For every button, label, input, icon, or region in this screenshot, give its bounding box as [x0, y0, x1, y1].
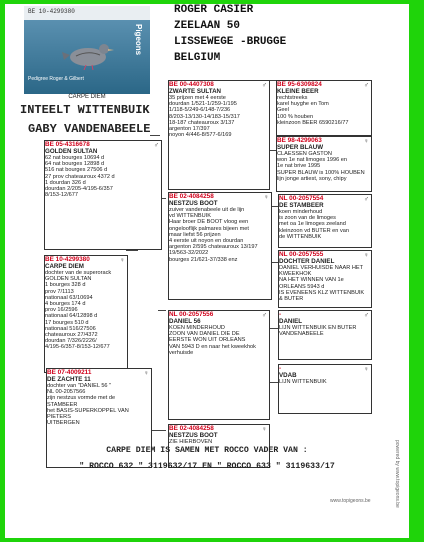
pedigree-box-sds [278, 194, 372, 248]
pigeon-name: DOCHTER DANIEL [279, 258, 335, 265]
pedigree-box-ssd [276, 136, 372, 192]
connector [270, 382, 278, 383]
ring-number: BE 02-4084258 [169, 193, 214, 200]
pigeon-info: 62 nat bourges 10694 d 64 nat bourges 12898 d 516 nat bourges 27506 d 27 prov chateauroux 4372 d 1 dourdan 326 d dourdan 2/205-4/195-6/357 8/153-12/677 [45, 155, 115, 199]
pigeon-info: 35 prijzen met 4 eerste dourdan 1/521-1/259-1/195 1/118-5/249-6/148-7/236 8/203-13/130-14/183-15/317 18-187 chateauroux 3/137 argenton 17/397 noyon 4/446-8/577-6/169 [169, 95, 240, 139]
male-icon: ♂ [363, 82, 369, 89]
ring-number: - [279, 311, 282, 318]
owner-line-3: LISSEWEGE -BRUGGE [174, 36, 287, 48]
pedigree-box-ds [168, 310, 270, 420]
ring-number: NL 00-2057554 [279, 195, 324, 202]
connector [158, 310, 166, 311]
ring-number: NL 00-2057555 [279, 251, 324, 258]
female-icon: ♀ [143, 370, 149, 377]
ring-number: BE 10-4299380 [45, 256, 90, 263]
ring-number: BE 02-4084258 [169, 425, 214, 432]
site-url: www.topigeons.be [330, 498, 371, 504]
connector [270, 328, 278, 329]
male-icon: ♂ [261, 312, 267, 319]
pigeon-info: dochter van de superorack GOLDEN SULTAN 1 bourges 328 d prov 7/1113 nationaal 63/10694 4 bourges 174 d prov 16/2596 nationaal 64/12898 d 17 bourges 510 d nationaal 516/27506 chateauroux 27/4372 dourdan 7/326/2226/ 4/195-6/357-8/153-12/677 [45, 270, 112, 351]
ring-number: BE 95-6309824 [277, 81, 322, 88]
ring-number: BE 05-4316678 [45, 141, 90, 148]
female-icon: ♀ [261, 426, 267, 433]
pigeon-info: dochter van "DANIEL 56 " NL 00-2057566 zijn nestzus vormde met de STAMBEER het BASIS-SUPERKOPPEL VAN PIETERS UITBERGEN [47, 383, 129, 427]
connector [150, 135, 160, 136]
pigeon-name: KLEINE BEER [277, 88, 319, 95]
pigeon-name: DANIEL [279, 318, 303, 325]
offspring-rings: " ROCCO 632 " 3119632/17 EN " ROCCO 633 " 3119633/17 [79, 462, 335, 471]
pedigree-box-sire [44, 140, 162, 250]
side-title-1: INTEELT WITTENBUIK [20, 103, 150, 117]
offspring-note: CARPE DIEM IS SAMEN MET ROCCO VADER VAN : [106, 446, 308, 455]
ring-number: BE 98-4299063 [277, 137, 322, 144]
pigeon-info: LIJN WITTENBUIK EN BUTER VANDENABEELE [279, 325, 357, 338]
pigeon-photo [24, 6, 150, 94]
female-icon: ♀ [363, 138, 369, 145]
pigeon-info: zuiver vandenabeele uit de lijn vd WITTENBUIK Haar broer DE BOOT vloog een ongelooflijk palmares bijeen met maar liefst 56 prijzen 4 eerste uit noyon en dourdan argenton 2/595 chateauroux 13/197 19/563-32/2022 bourges 21/621-37/338 enz [169, 207, 258, 263]
pigeon-name: SUPER BLAUW [277, 144, 324, 151]
pigeon-info: KOEN MINDERHOUD ZOON VAN DANIEL DIE DE EERSTE WON UIT ORLEANS VAN 5943 D en naar het kweekhok verhuisde [169, 325, 256, 356]
pigeon-name: GOLDEN SULTAN [45, 148, 98, 155]
pedigree-box-subject [44, 255, 128, 373]
pigeon-name: VDAB [279, 372, 297, 379]
pedigree-box-sdd [278, 250, 372, 308]
male-icon: ♂ [363, 196, 369, 203]
ring-number: BE 07-4009211 [47, 369, 92, 376]
owner-line-1: ROGER CASIER [174, 4, 254, 16]
pigeon-info: koen minderhoud is zoon van de limoges met oa 1e limoges zeeland kleinzoon vd BUTER en van de WITTENBUIK [279, 209, 349, 240]
pigeon-name: DE ZACHTE 11 [47, 376, 91, 383]
pedigree-box-sd [168, 192, 272, 300]
female-icon: ♀ [263, 194, 269, 201]
photo-small-text: Pedigree Roger & Gilbert [28, 76, 84, 82]
connector [152, 430, 166, 431]
pigeon-name: DANIEL 56 [169, 318, 201, 325]
photo-caption: CARPE DIEM [68, 94, 106, 100]
pigeon-info: DANIEL VERHUISDE NAAR HET KWEEKHOK NA HET WINNEN VAN 1e ORLEANS 5943 d IS EVENEENS KLZ WITTENBUIK & BUTER [279, 265, 365, 303]
pedigree-box-dss [278, 310, 372, 360]
male-icon: ♂ [363, 312, 369, 319]
male-icon: ♂ [153, 142, 159, 149]
owner-line-2: ZEELAAN 50 [174, 20, 241, 32]
owner-line-4: BELGIUM [174, 52, 221, 64]
pigeon-name: ZWARTE SULTAN [169, 88, 222, 95]
female-icon: ♀ [119, 257, 125, 264]
pigeon-info: ZIE HIERBOVEN [169, 439, 213, 445]
male-icon: ♂ [261, 82, 267, 89]
pigeon-name: CARPE DIEM [45, 263, 84, 270]
female-icon: ♀ [363, 366, 369, 373]
pigeon-info: CLAESSEN GASTON won 1e nat limoges 1996 en 1e nat brive 1995 SUPER BLAUW is 100% HOUBEN lijn jonge artiest, sony, chipy [277, 151, 365, 182]
pigeon-icon [62, 40, 118, 70]
pigeon-info: rechtstreeks karel huyghe en Tom Geel 100 % houben kleinzoon BEER 6590216/77 [277, 95, 349, 126]
pedigree-box-sss [276, 80, 372, 136]
photo-ring: BE 10-4299380 [28, 8, 75, 15]
powered-by-credit: powered by www.topigeons.be [394, 440, 400, 508]
ring-number: BE 00-4407308 [169, 81, 214, 88]
pigeon-info: LIJN WITTENBUIK [279, 379, 327, 385]
pedigree-box-dsd [278, 364, 372, 414]
pigeon-name: DE STAMBEER [279, 202, 324, 209]
connector [126, 250, 138, 251]
pigeon-name: NESTZUS BOOT [169, 200, 218, 207]
side-title-2: GABY VANDENABEELE [28, 122, 151, 136]
pigeon-name: NESTZUS BOOT [169, 432, 218, 439]
pedigree-box-ss [168, 80, 270, 190]
female-icon: ♀ [363, 252, 369, 259]
photo-brand: Pigeons [134, 24, 143, 56]
ring-number: - [279, 365, 282, 372]
ring-number: NL 00-2057556 [169, 311, 214, 318]
